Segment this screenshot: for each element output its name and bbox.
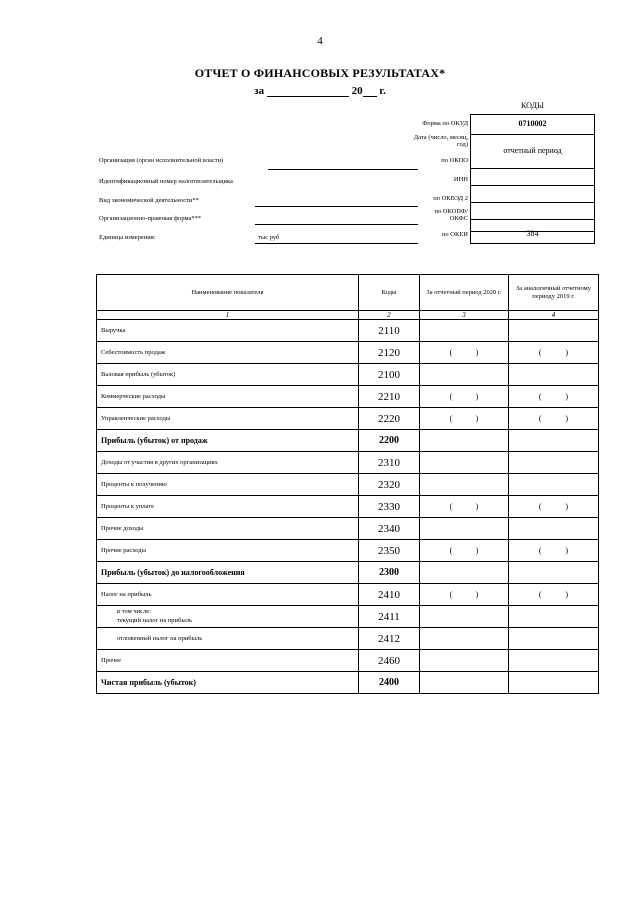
- codes-label: КОДЫ: [521, 101, 544, 110]
- previous-value[interactable]: [509, 650, 599, 672]
- previous-value[interactable]: [509, 386, 599, 408]
- unit-label: Единица измерения:: [99, 234, 156, 241]
- current-value[interactable]: [420, 540, 509, 562]
- col-number: 3: [420, 311, 509, 320]
- row-label: Управленческие расходы: [97, 408, 359, 430]
- row-label: Прочее: [97, 650, 359, 672]
- current-value[interactable]: [420, 672, 509, 694]
- page-number: 4: [317, 35, 323, 47]
- paren-open: (: [538, 414, 542, 423]
- row-label: Налог на прибыль: [97, 584, 359, 606]
- col-number: 1: [97, 311, 359, 320]
- table-row: [97, 562, 599, 584]
- row-code: 2110: [359, 320, 420, 342]
- organization-line[interactable]: [268, 169, 418, 170]
- row-code: 2330: [359, 496, 420, 518]
- row-label: Прибыль (убыток) до налогообложения: [97, 562, 359, 584]
- row-label: отложенный налог на прибыль: [97, 628, 359, 650]
- current-value[interactable]: [420, 364, 509, 386]
- current-value[interactable]: [420, 474, 509, 496]
- previous-value[interactable]: [509, 584, 599, 606]
- paren-open: (: [538, 348, 542, 357]
- okved-value[interactable]: [471, 203, 594, 220]
- row-label: Коммерческие расходы: [97, 386, 359, 408]
- row-code: 2320: [359, 474, 420, 496]
- table-row: [97, 606, 599, 628]
- current-value[interactable]: [420, 518, 509, 540]
- inn-value[interactable]: [471, 186, 594, 203]
- previous-value[interactable]: [509, 452, 599, 474]
- period-blank[interactable]: [267, 85, 349, 97]
- table-header-row: [97, 275, 599, 311]
- table-row: [97, 408, 599, 430]
- row-label: [97, 606, 359, 628]
- legal-form-line[interactable]: [255, 224, 418, 225]
- okopf-label: по ОКОПФ/ ОКФС: [434, 208, 468, 223]
- period-prefix: за: [254, 85, 265, 97]
- row-code: 2412: [359, 628, 420, 650]
- row-code: 2310: [359, 452, 420, 474]
- unit-value: тыс руб: [258, 234, 280, 241]
- row-code: 2411: [359, 606, 420, 628]
- date-value[interactable]: отчетный период: [471, 135, 594, 169]
- paren-open: (: [538, 546, 542, 555]
- header-name: Наименование показателя: [97, 275, 359, 311]
- row-code: 2120: [359, 342, 420, 364]
- tax-id-label: Идентификационный номер налогоплательщика: [99, 178, 233, 185]
- paren-open: (: [538, 502, 542, 511]
- previous-value[interactable]: [509, 540, 599, 562]
- inn-label: ИНН: [453, 176, 468, 183]
- paren-close: ): [475, 414, 479, 423]
- period-year: 20: [351, 85, 363, 97]
- current-value[interactable]: [420, 320, 509, 342]
- table-row: [97, 320, 599, 342]
- current-value[interactable]: [420, 342, 509, 364]
- col-number: 4: [509, 311, 599, 320]
- row-code: 2340: [359, 518, 420, 540]
- paren-close: ): [565, 348, 569, 357]
- activity-label: Вид экономической деятельности**: [99, 197, 199, 204]
- table-row: [97, 672, 599, 694]
- table-row: [97, 518, 599, 540]
- paren-close: ): [565, 414, 569, 423]
- previous-value[interactable]: [509, 320, 599, 342]
- current-value[interactable]: [420, 386, 509, 408]
- paren-close: ): [475, 546, 479, 555]
- column-number-row: [97, 311, 599, 320]
- table-row: [97, 496, 599, 518]
- row-code: 2300: [359, 562, 420, 584]
- row-label: Прочие доходы: [97, 518, 359, 540]
- codes-box: [470, 114, 595, 244]
- paren-open: (: [449, 392, 453, 401]
- row-label: Проценты к уплате: [97, 496, 359, 518]
- row-label: Проценты к получению: [97, 474, 359, 496]
- row-code: 2410: [359, 584, 420, 606]
- period-suffix: г.: [379, 85, 386, 97]
- table-row: [97, 474, 599, 496]
- paren-open: (: [449, 502, 453, 511]
- paren-close: ): [565, 502, 569, 511]
- date-label: Дата (число, месяц, год): [413, 134, 468, 149]
- paren-open: (: [449, 590, 453, 599]
- current-value[interactable]: [420, 650, 509, 672]
- okud-value[interactable]: 0710002: [471, 115, 594, 135]
- previous-value[interactable]: [509, 474, 599, 496]
- okud-label: Форма по ОКУД: [422, 120, 468, 127]
- current-value[interactable]: [420, 408, 509, 430]
- current-value[interactable]: [420, 430, 509, 452]
- financial-results-table: [96, 274, 599, 694]
- okpo-value[interactable]: [471, 169, 594, 186]
- unit-line: [255, 243, 418, 244]
- current-value[interactable]: [420, 452, 509, 474]
- current-value[interactable]: [420, 562, 509, 584]
- current-value[interactable]: [420, 628, 509, 650]
- row-code: 2400: [359, 672, 420, 694]
- previous-value[interactable]: [509, 672, 599, 694]
- table-row: [97, 342, 599, 364]
- col-number: 2: [359, 311, 420, 320]
- paren-close: ): [565, 392, 569, 401]
- paren-open: (: [449, 414, 453, 423]
- previous-value[interactable]: [509, 496, 599, 518]
- okved-label: по ОКВЭД 2: [433, 195, 468, 202]
- row-label: Себестоимость продаж: [97, 342, 359, 364]
- table-row: [97, 584, 599, 606]
- current-value[interactable]: [420, 606, 509, 628]
- current-value[interactable]: [420, 496, 509, 518]
- paren-close: ): [475, 590, 479, 599]
- paren-close: ): [475, 348, 479, 357]
- paren-open: (: [538, 392, 542, 401]
- report-title: ОТЧЕТ О ФИНАНСОВЫХ РЕЗУЛЬТАТАХ*: [194, 66, 446, 80]
- okei-value[interactable]: 384: [526, 229, 539, 239]
- paren-open: (: [449, 348, 453, 357]
- okei-label: по ОКЕИ: [441, 231, 468, 238]
- row-code: 2100: [359, 364, 420, 386]
- paren-open: (: [449, 546, 453, 555]
- table-row: [97, 430, 599, 452]
- previous-value[interactable]: [509, 518, 599, 540]
- row-code: 2210: [359, 386, 420, 408]
- year-blank[interactable]: [363, 85, 377, 97]
- previous-value[interactable]: [509, 408, 599, 430]
- organization-label: Организация (орган исполнительной власти): [99, 157, 224, 164]
- previous-value[interactable]: [509, 342, 599, 364]
- legal-form-label: Организационно-правовая форма***: [99, 215, 202, 222]
- row-label: Доходы от участия в других организациях: [97, 452, 359, 474]
- table-row: [97, 452, 599, 474]
- activity-line[interactable]: [255, 206, 418, 207]
- row-label-line: текущий налог на прибыль: [117, 616, 192, 624]
- previous-value[interactable]: [509, 606, 599, 628]
- previous-value[interactable]: [509, 430, 599, 452]
- table-row: [97, 386, 599, 408]
- row-code: 2460: [359, 650, 420, 672]
- row-label-line: в том числе:: [117, 608, 151, 616]
- row-label: Прибыль (убыток) от продаж: [97, 430, 359, 452]
- table-row: [97, 650, 599, 672]
- previous-value[interactable]: [509, 562, 599, 584]
- table-row: [97, 540, 599, 562]
- previous-value[interactable]: [509, 364, 599, 386]
- paren-open: (: [538, 590, 542, 599]
- row-label: Чистая прибыль (убыток): [97, 672, 359, 694]
- current-value[interactable]: [420, 584, 509, 606]
- row-code: 2200: [359, 430, 420, 452]
- table-row: [97, 364, 599, 386]
- row-label: Валовая прибыль (убыток): [97, 364, 359, 386]
- paren-close: ): [475, 392, 479, 401]
- report-period: [0, 85, 640, 97]
- previous-value[interactable]: [509, 628, 599, 650]
- row-code: 2220: [359, 408, 420, 430]
- header-code: Коды: [359, 275, 420, 311]
- header-previous: За аналогичный отчетному периоду 2019 г.: [509, 275, 599, 311]
- paren-close: ): [475, 502, 479, 511]
- row-label: Выручка: [97, 320, 359, 342]
- paren-close: ): [565, 546, 569, 555]
- row-label: Прочие расходы: [97, 540, 359, 562]
- okpo-label: по ОКПО: [441, 157, 468, 164]
- row-code: 2350: [359, 540, 420, 562]
- header-current: За отчетный период 2020 г.: [420, 275, 509, 311]
- table-row: [97, 628, 599, 650]
- paren-close: ): [565, 590, 569, 599]
